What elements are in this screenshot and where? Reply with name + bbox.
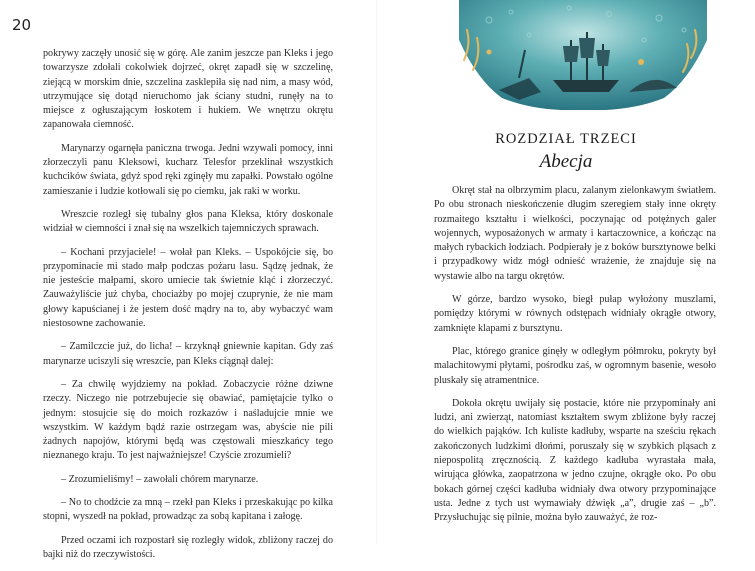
paragraph: Przed oczami ich rozpostarł się rozległy widok, zbliżony raczej do bajki niż do rzeczywistości. (43, 534, 333, 560)
paragraph: – Zamilczcie już, do licha! – krzyknął gniewnie kapitan. Gdy zaś marynarze uciszyli się wreszcie, pan Kleks ciągnął dalej: (43, 341, 333, 367)
paragraph: Wreszcie rozległ się tubalny głos pana Kleksa, który doskonale widział w ciemności i znał się na wszelkich tajemniczych sprawach. (43, 208, 333, 235)
paragraph: Marynarzy ogarnęła paniczna trwoga. Jedni wzywali pomocy, inni złorzeczyli panu Kleksowi, kucharz Telesfor przeklinał wszystkich kuchcików świata, gdyż spod ręki zginęły mu zapałki. Powstało ogólne zamieszanie i ludzie kotłowali się po ciemku, jak raki w worku. (43, 142, 333, 197)
paragraph: W górze, bardzo wysoko, biegł pułap wyłożony muszlami, pomiędzy którymi w równych odstępach widniały okrągłe otwory, zamknięte klapami z bursztynu. (434, 294, 716, 334)
paragraph: – Za chwilę wyjdziemy na pokład. Zobaczycie różne dziwne rzeczy. Niczego nie potrzebujecie się obawiać, pamiętajcie tylko o jednym: stosujcie się do moich rozkazów i naśladujcie mnie we wszystkim. W każdym bądź razie ostrzegam was, abyście nie pili żadnych napojów, którymi będą was częstowali mieszkańcy tego nieznanego kraju. To jest najważniejsze! Czyście zrozumieli? (43, 378, 333, 462)
chapter-label: ROZDZIAŁ TRZECI (495, 131, 637, 147)
page-number: 20 (12, 16, 32, 34)
paragraph: Dokoła okrętu uwijały się postacie, które nie przypominały ani ludzi, ani zwierząt, natomiast kształtem swym zbliżone były raczej do wielkich pająków. Ich kuliste kadłuby, wsparte na sześciu rękach zakończonych ludzkimi dłońmi, poruszały się w szybkich pląsach z niepospolitą zręcznością. Z każdego kadłuba wyrastała mała, wirująca główka, zaopatrzona w jedno czujne, okrągłe oko. Po obu bokach górnej części kadłuba widniały dwa otwory przypominające usta. Jedne z tych ust wymawiały dźwięk „a”, drugie zaś – „b”. Przysłuchując się pilnie, można było zauważyć, że roz- (434, 397, 716, 524)
paragraph: Plac, którego granice ginęły w odległym półmroku, pokryty był malachitowymi płytami, pośrodku zaś, w ogromnym basenie, wesoło pluskały się atramentnice. (434, 345, 716, 386)
right-text-column (434, 184, 716, 535)
left-text-column (43, 47, 333, 571)
left-page (0, 0, 377, 560)
chapter-title: Abecja (539, 151, 593, 172)
paragraph: – No to chodźcie za mną – rzekł pan Kleks i przeskakując po kilka stopni, wyszedł na pokład, prowadząc za sobą kapitana i załogę. (43, 497, 333, 523)
right-page (377, 0, 755, 544)
paragraph: pokrywy zaczęły unosić się w górę. Ale zanim jeszcze pan Kleks i jego towarzysze zdołali cokolwiek dojrzeć, okręt zapadł się w szczelinę, ziejącą w morskim dnie, szczelina zasklepiła się nad nim, a masy wód, utrzymujące się dotąd nieruchomo jak ściany studni, runęły na to miejsce z ogłuszającym łoskotem i hukiem. We wnętrzu okrętu zapanowała ciemność. (43, 48, 333, 131)
underwater-ship-illustration (459, 0, 707, 110)
paragraph: Okręt stał na olbrzymim placu, zalanym zielonkawym światłem. Po obu stronach nieskończenie długim szeregiem stały inne okręty rozmaitego kształtu i wielkości, poczynając od potężnych galer wojennych, wyposażonych w armaty i kartaczownice, a kończąc na małych rybackich łodziach. Podpierały je z boków bursztynowe belki i przypadkowy widz mógł odnieść wrażenie, że znajduje się na wystawie albo na targu okrętów. (434, 185, 716, 282)
paragraph: – Zrozumieliśmy! – zawołali chórem marynarze. (61, 473, 259, 485)
paragraph: – Kochani przyjaciele! – wołał pan Kleks. – Uspokójcie się, bo przypominacie mi stado małp podczas pożaru lasu. Sądzę jednak, że nie jesteście małpami, skoro umiecie tak świetnie kląć i złorzeczyć. Zauważyliście już chyba, chociażby po mojej czuprynie, że nie mam głowy kapuścianej i że jestem dość mądry na to, aby wybaczyć wam niestosowne zachowanie. (43, 246, 333, 330)
